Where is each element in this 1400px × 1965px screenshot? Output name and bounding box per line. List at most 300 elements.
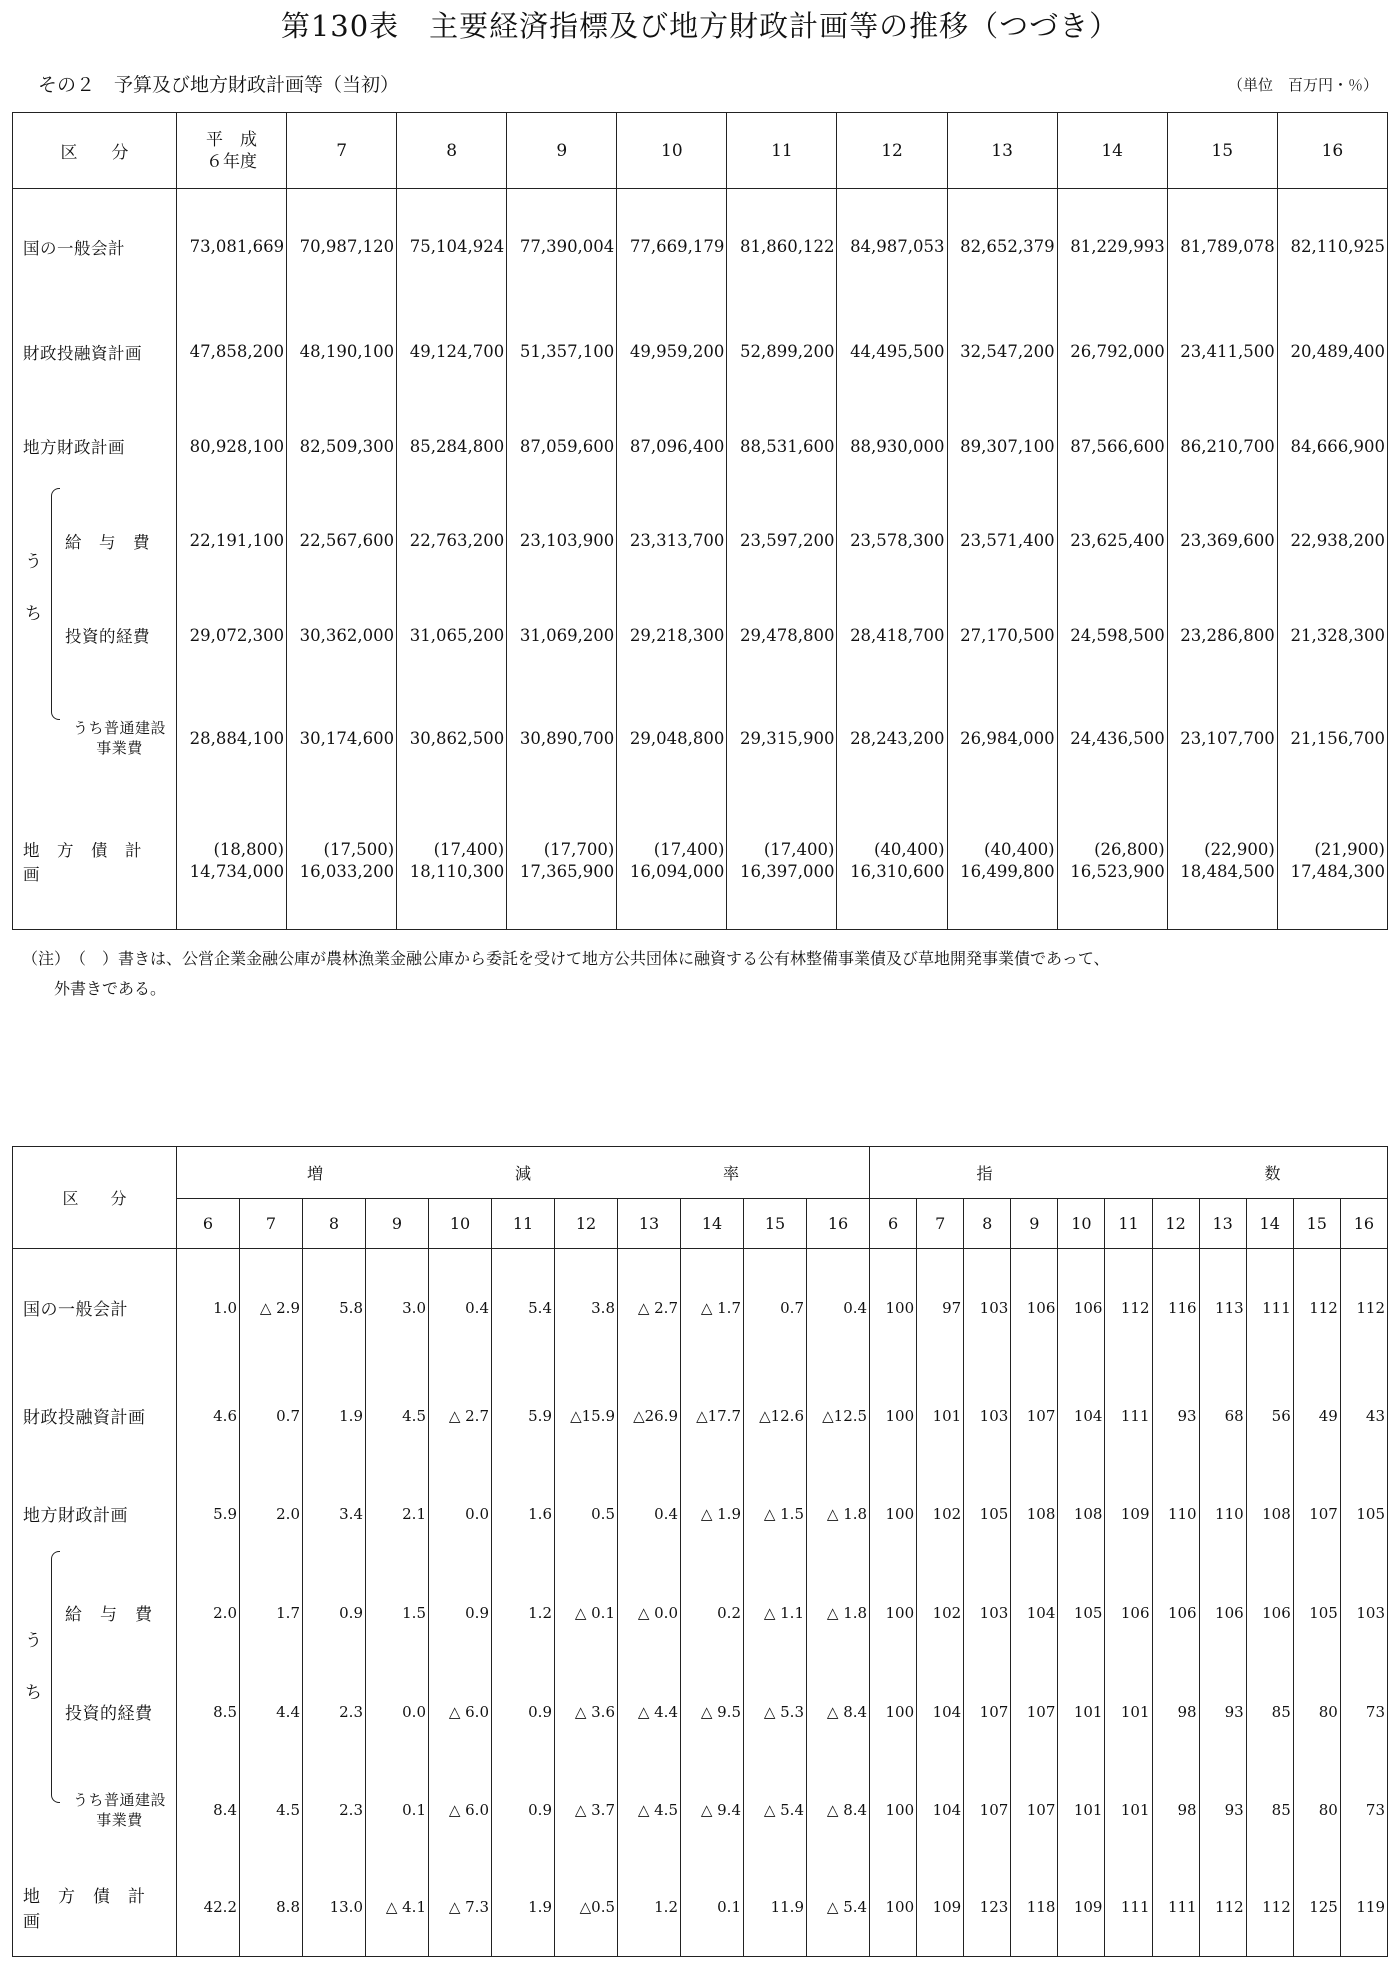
index-cell: 112 xyxy=(1246,1859,1293,1957)
main-value: 18,484,500 xyxy=(1180,862,1275,882)
value-cell: 32,547,200 xyxy=(947,305,1057,399)
rate-cell: 13.0 xyxy=(303,1859,366,1957)
value-cell xyxy=(397,794,507,930)
value-cell xyxy=(617,794,727,930)
index-cell: 103 xyxy=(964,1367,1011,1465)
index-cell: 100 xyxy=(870,1761,917,1859)
year-header: 13 xyxy=(947,113,1057,189)
main-value: 16,094,000 xyxy=(629,862,725,882)
rate-group-header: 増 減 率 xyxy=(177,1147,870,1199)
index-year-header: 15 xyxy=(1293,1199,1340,1249)
row-label-text: 給 与 費 xyxy=(65,1605,153,1625)
value-cell: 23,313,700 xyxy=(617,494,727,588)
index-cell: 108 xyxy=(1246,1465,1293,1563)
main-value: 17,365,900 xyxy=(519,862,615,882)
index-year-header: 9 xyxy=(1011,1199,1058,1249)
index-cell: 104 xyxy=(1011,1563,1058,1663)
value-cell: 44,495,500 xyxy=(837,305,947,399)
rate-year-header: 7 xyxy=(240,1199,303,1249)
rate-cell: △ 4.1 xyxy=(366,1859,429,1957)
index-cell: 111 xyxy=(1105,1367,1152,1465)
main-value: 16,033,200 xyxy=(299,862,395,882)
value-cell: 23,286,800 xyxy=(1167,588,1277,682)
index-cell: 100 xyxy=(870,1663,917,1761)
index-cell: 110 xyxy=(1152,1465,1199,1563)
table-row xyxy=(13,1663,1388,1761)
table1-header-row xyxy=(13,113,1388,189)
rate-cell: △ 2.7 xyxy=(618,1249,681,1367)
paren-value: (40,400) xyxy=(984,840,1055,860)
value-cell: 51,357,100 xyxy=(507,305,617,399)
rate-year-header: 8 xyxy=(303,1199,366,1249)
rate-cell: 2.3 xyxy=(303,1663,366,1761)
rate-cell: 11.9 xyxy=(744,1859,807,1957)
rate-cell: 0.4 xyxy=(429,1249,492,1367)
value-cell: 30,890,700 xyxy=(507,682,617,793)
index-cell: 107 xyxy=(1011,1761,1058,1859)
value-cell: 30,362,000 xyxy=(287,588,397,682)
rate-year-header: 15 xyxy=(744,1199,807,1249)
index-cell: 101 xyxy=(1105,1761,1152,1859)
index-cell: 109 xyxy=(1105,1465,1152,1563)
index-cell: 103 xyxy=(964,1563,1011,1663)
value-cell: 28,243,200 xyxy=(837,682,947,793)
year-header: 7 xyxy=(287,113,397,189)
value-cell: 28,884,100 xyxy=(177,682,287,793)
rate-cell: 0.5 xyxy=(555,1465,618,1563)
uchi-label: う ち xyxy=(25,551,43,624)
rate-cell: 1.9 xyxy=(492,1859,555,1957)
value-cell: 20,489,400 xyxy=(1277,305,1387,399)
index-cell: 98 xyxy=(1152,1761,1199,1859)
rate-cell: 1.9 xyxy=(303,1367,366,1465)
rate-year-header: 16 xyxy=(807,1199,870,1249)
rate-cell: 1.5 xyxy=(366,1563,429,1663)
index-cell: 103 xyxy=(964,1249,1011,1367)
value-cell xyxy=(507,794,617,930)
paren-value: (26,800) xyxy=(1094,840,1165,860)
rate-year-header: 9 xyxy=(366,1199,429,1249)
rate-cell: 3.0 xyxy=(366,1249,429,1367)
value-cell: 84,987,053 xyxy=(837,189,947,305)
index-cell: 108 xyxy=(1058,1465,1105,1563)
index-cell: 112 xyxy=(1293,1249,1340,1367)
rate-cell: △ 1.1 xyxy=(744,1563,807,1663)
index-cell: 107 xyxy=(964,1663,1011,1761)
table-row xyxy=(13,1761,1388,1859)
year-header: 16 xyxy=(1277,113,1387,189)
rate-cell: 2.1 xyxy=(366,1465,429,1563)
paren-value: (17,500) xyxy=(323,840,395,860)
paren-value: (17,400) xyxy=(763,840,835,860)
index-cell: 85 xyxy=(1246,1663,1293,1761)
table-row xyxy=(13,588,1388,682)
year-header: 10 xyxy=(617,113,727,189)
rate-cell: △ 8.4 xyxy=(807,1663,870,1761)
rate-cell: 8.4 xyxy=(177,1761,240,1859)
index-year-header: 11 xyxy=(1105,1199,1152,1249)
rate-cell: 8.5 xyxy=(177,1663,240,1761)
rate-cell: 0.7 xyxy=(744,1249,807,1367)
index-cell: 104 xyxy=(917,1761,964,1859)
index-cell: 102 xyxy=(917,1465,964,1563)
table-row xyxy=(13,305,1388,399)
rate-cell: 42.2 xyxy=(177,1859,240,1957)
rate-cell: △ 9.5 xyxy=(681,1663,744,1761)
value-cell: 84,666,900 xyxy=(1277,399,1387,493)
value-cell: 23,369,600 xyxy=(1167,494,1277,588)
value-cell: 23,411,500 xyxy=(1167,305,1277,399)
rate-cell: 4.6 xyxy=(177,1367,240,1465)
index-cell: 112 xyxy=(1105,1249,1152,1367)
value-cell: 26,792,000 xyxy=(1057,305,1167,399)
value-cell: 30,862,500 xyxy=(397,682,507,793)
index-cell: 100 xyxy=(870,1563,917,1663)
year-header: 8 xyxy=(397,113,507,189)
index-cell: 49 xyxy=(1293,1367,1340,1465)
index-cell: 110 xyxy=(1199,1465,1246,1563)
index-cell: 104 xyxy=(1058,1367,1105,1465)
rate-cell: △15.9 xyxy=(555,1367,618,1465)
index-cell: 112 xyxy=(1340,1249,1387,1367)
index-year-header: 13 xyxy=(1199,1199,1246,1249)
value-cell: 70,987,120 xyxy=(287,189,397,305)
main-value: 16,523,900 xyxy=(1070,862,1165,882)
rate-year-header: 14 xyxy=(681,1199,744,1249)
rate-cell: △ 6.0 xyxy=(429,1663,492,1761)
value-cell: 89,307,100 xyxy=(947,399,1057,493)
value-cell: 29,048,800 xyxy=(617,682,727,793)
table-row xyxy=(13,494,1388,588)
value-cell: 88,930,000 xyxy=(837,399,947,493)
row-label: 財政投融資計画 xyxy=(13,1367,177,1465)
budget-table xyxy=(12,112,1388,930)
year-header: 11 xyxy=(727,113,837,189)
rate-year-header: 10 xyxy=(429,1199,492,1249)
index-cell: 101 xyxy=(1105,1663,1152,1761)
rate-cell: 0.2 xyxy=(681,1563,744,1663)
row-label: 地 方 債 計 画 xyxy=(13,794,177,930)
index-cell: 101 xyxy=(1058,1663,1105,1761)
value-cell xyxy=(837,794,947,930)
index-cell: 116 xyxy=(1152,1249,1199,1367)
rate-cell: △ 1.8 xyxy=(807,1563,870,1663)
value-cell: 52,899,200 xyxy=(727,305,837,399)
rate-cell: 4.5 xyxy=(366,1367,429,1465)
value-cell xyxy=(1277,794,1387,930)
rate-cell: 0.1 xyxy=(681,1859,744,1957)
index-cell: 105 xyxy=(1340,1465,1387,1563)
value-cell: 49,124,700 xyxy=(397,305,507,399)
table-row xyxy=(13,1249,1388,1367)
rate-cell: △ 1.5 xyxy=(744,1465,807,1563)
rate-cell: △ 2.9 xyxy=(240,1249,303,1367)
rate-cell: △ 2.7 xyxy=(429,1367,492,1465)
value-cell: 23,625,400 xyxy=(1057,494,1167,588)
value-cell xyxy=(947,794,1057,930)
value-cell: 26,984,000 xyxy=(947,682,1057,793)
rate-cell: 2.3 xyxy=(303,1761,366,1859)
index-cell: 107 xyxy=(1011,1663,1058,1761)
table-row xyxy=(13,1859,1388,1957)
value-cell: 81,860,122 xyxy=(727,189,837,305)
row-label: 投資的経費 xyxy=(13,588,177,682)
rate-cell: 5.4 xyxy=(492,1249,555,1367)
value-cell: 81,789,078 xyxy=(1167,189,1277,305)
rate-index-table xyxy=(12,1146,1388,1957)
rate-cell: 0.0 xyxy=(366,1663,429,1761)
row-label: 財政投融資計画 xyxy=(13,305,177,399)
value-cell: 21,328,300 xyxy=(1277,588,1387,682)
table-row xyxy=(13,399,1388,493)
index-cell: 101 xyxy=(917,1367,964,1465)
index-cell: 73 xyxy=(1340,1761,1387,1859)
index-cell: 107 xyxy=(1011,1367,1058,1465)
rate-cell: 0.9 xyxy=(492,1663,555,1761)
index-cell: 93 xyxy=(1152,1367,1199,1465)
value-cell: 23,571,400 xyxy=(947,494,1057,588)
unit-label: （単位 百万円・％） xyxy=(1227,76,1378,94)
index-cell: 100 xyxy=(870,1367,917,1465)
value-cell: 23,103,900 xyxy=(507,494,617,588)
rate-cell: 0.4 xyxy=(618,1465,681,1563)
index-cell: 111 xyxy=(1246,1249,1293,1367)
index-cell: 85 xyxy=(1246,1761,1293,1859)
rate-cell: 3.4 xyxy=(303,1465,366,1563)
main-value: 18,110,300 xyxy=(409,862,505,882)
value-cell xyxy=(1167,794,1277,930)
value-cell xyxy=(1057,794,1167,930)
value-cell: 31,069,200 xyxy=(507,588,617,682)
row-label: うち普通建設 事業費 xyxy=(13,1761,177,1859)
rate-cell: 4.4 xyxy=(240,1663,303,1761)
index-cell: 106 xyxy=(1058,1249,1105,1367)
paren-value: (40,400) xyxy=(873,840,945,860)
value-cell: 87,566,600 xyxy=(1057,399,1167,493)
value-cell: 27,170,500 xyxy=(947,588,1057,682)
rate-year-header: 13 xyxy=(618,1199,681,1249)
paren-value: (17,400) xyxy=(433,840,505,860)
rate-cell: 1.2 xyxy=(492,1563,555,1663)
rate-cell: △ 0.1 xyxy=(555,1563,618,1663)
value-cell: 22,938,200 xyxy=(1277,494,1387,588)
rate-cell: 5.8 xyxy=(303,1249,366,1367)
index-cell: 119 xyxy=(1340,1859,1387,1957)
value-cell: 87,059,600 xyxy=(507,399,617,493)
value-cell: 22,763,200 xyxy=(397,494,507,588)
value-cell: 80,928,100 xyxy=(177,399,287,493)
table2-header-label: 区 分 xyxy=(13,1147,177,1249)
year-header: 平 成 ６年度 xyxy=(177,113,287,189)
rate-cell: 4.5 xyxy=(240,1761,303,1859)
rate-cell: 0.0 xyxy=(429,1465,492,1563)
table-row xyxy=(13,794,1388,930)
index-cell: 109 xyxy=(1058,1859,1105,1957)
table-row xyxy=(13,682,1388,793)
rate-cell: 5.9 xyxy=(492,1367,555,1465)
index-cell: 97 xyxy=(917,1249,964,1367)
rate-cell: △ 3.7 xyxy=(555,1761,618,1859)
index-cell: 109 xyxy=(917,1859,964,1957)
index-cell: 108 xyxy=(1011,1465,1058,1563)
rate-cell: 1.7 xyxy=(240,1563,303,1663)
paren-value: (17,400) xyxy=(653,840,725,860)
value-cell: 87,096,400 xyxy=(617,399,727,493)
value-cell: 85,284,800 xyxy=(397,399,507,493)
index-cell: 100 xyxy=(870,1249,917,1367)
table2-group-header-row xyxy=(13,1147,1388,1199)
rate-cell: △ 5.3 xyxy=(744,1663,807,1761)
index-cell: 105 xyxy=(1058,1563,1105,1663)
row-label: うち普通建設 事業費 xyxy=(13,682,177,793)
row-label-text: 給 与 費 xyxy=(65,532,150,552)
paren-value: (21,900) xyxy=(1314,840,1385,860)
value-cell: 82,652,379 xyxy=(947,189,1057,305)
row-label xyxy=(13,494,177,624)
index-cell: 56 xyxy=(1246,1367,1293,1465)
row-label: 地方財政計画 xyxy=(13,399,177,493)
index-cell: 43 xyxy=(1340,1367,1387,1465)
index-year-header: 14 xyxy=(1246,1199,1293,1249)
rate-cell: 1.2 xyxy=(618,1859,681,1957)
rate-cell: 0.9 xyxy=(303,1563,366,1663)
rate-cell: △17.7 xyxy=(681,1367,744,1465)
value-cell xyxy=(177,794,287,930)
value-cell: 22,191,100 xyxy=(177,494,287,588)
index-cell: 80 xyxy=(1293,1761,1340,1859)
rate-cell: △ 3.6 xyxy=(555,1663,618,1761)
rate-cell: △ 4.4 xyxy=(618,1663,681,1761)
value-cell: 21,156,700 xyxy=(1277,682,1387,793)
rate-cell: 2.0 xyxy=(177,1563,240,1663)
rate-cell: △ 5.4 xyxy=(744,1761,807,1859)
main-value: 14,734,000 xyxy=(189,862,285,882)
paren-value: (17,700) xyxy=(543,840,615,860)
value-cell: 23,107,700 xyxy=(1167,682,1277,793)
table-row xyxy=(13,1563,1388,1663)
rate-cell: 3.8 xyxy=(555,1249,618,1367)
rate-cell: 1.6 xyxy=(492,1465,555,1563)
index-cell: 118 xyxy=(1011,1859,1058,1957)
rate-cell: △ 1.9 xyxy=(681,1465,744,1563)
value-cell: 23,578,300 xyxy=(837,494,947,588)
footnote: （注） （ ）書きは、公営企業金融公庫が農林漁業金融公庫から委託を受けて地方公共団体に融資する公有林整備事業債及び草地開発事業債であって、 外書きである。 xyxy=(22,949,1110,998)
main-value: 17,484,300 xyxy=(1290,862,1385,882)
index-cell: 93 xyxy=(1199,1761,1246,1859)
section-subtitle: その２ 予算及び地方財政計画等（当初） xyxy=(38,74,400,96)
rate-cell: △12.6 xyxy=(744,1367,807,1465)
paren-value: (22,900) xyxy=(1204,840,1275,860)
row-label: 地方財政計画 xyxy=(13,1465,177,1563)
bracket xyxy=(51,1551,60,1803)
uchi-label: う ち xyxy=(25,1630,43,1703)
index-year-header: 6 xyxy=(870,1199,917,1249)
rate-cell: △ 9.4 xyxy=(681,1761,744,1859)
value-cell: 88,531,600 xyxy=(727,399,837,493)
index-year-header: 12 xyxy=(1152,1199,1199,1249)
rate-cell: △0.5 xyxy=(555,1859,618,1957)
value-cell: 29,478,800 xyxy=(727,588,837,682)
paren-value: (18,800) xyxy=(213,840,285,860)
index-cell: 100 xyxy=(870,1859,917,1957)
rate-cell: △ 5.4 xyxy=(807,1859,870,1957)
index-cell: 68 xyxy=(1199,1367,1246,1465)
value-cell: 48,190,100 xyxy=(287,305,397,399)
value-cell: 77,390,004 xyxy=(507,189,617,305)
rate-cell: 2.0 xyxy=(240,1465,303,1563)
value-cell: 49,959,200 xyxy=(617,305,727,399)
rate-cell: △26.9 xyxy=(618,1367,681,1465)
rate-cell: 1.0 xyxy=(177,1249,240,1367)
rate-cell: △ 8.4 xyxy=(807,1761,870,1859)
rate-cell: 0.1 xyxy=(366,1761,429,1859)
row-label: 国の一般会計 xyxy=(13,1249,177,1367)
rate-cell: 8.8 xyxy=(240,1859,303,1957)
rate-cell: △ 1.7 xyxy=(681,1249,744,1367)
row-label: 国の一般会計 xyxy=(13,189,177,305)
index-year-header: 16 xyxy=(1340,1199,1387,1249)
rate-cell: △ 4.5 xyxy=(618,1761,681,1859)
index-cell: 73 xyxy=(1340,1663,1387,1761)
rate-cell: 0.9 xyxy=(492,1761,555,1859)
table-row xyxy=(13,1367,1388,1465)
index-cell: 104 xyxy=(917,1663,964,1761)
value-cell: 82,509,300 xyxy=(287,399,397,493)
value-cell: 29,218,300 xyxy=(617,588,727,682)
index-cell: 125 xyxy=(1293,1859,1340,1957)
index-cell: 103 xyxy=(1340,1563,1387,1663)
index-cell: 106 xyxy=(1152,1563,1199,1663)
index-cell: 80 xyxy=(1293,1663,1340,1761)
table2-year-row xyxy=(13,1199,1388,1249)
table-row xyxy=(13,189,1388,305)
value-cell: 29,072,300 xyxy=(177,588,287,682)
rate-cell: 0.7 xyxy=(240,1367,303,1465)
value-cell: 77,669,179 xyxy=(617,189,727,305)
year-header: 14 xyxy=(1057,113,1167,189)
table-row xyxy=(13,1465,1388,1563)
index-cell: 113 xyxy=(1199,1249,1246,1367)
year-header: 9 xyxy=(507,113,617,189)
index-cell: 100 xyxy=(870,1465,917,1563)
rate-cell: △12.5 xyxy=(807,1367,870,1465)
value-cell: 24,598,500 xyxy=(1057,588,1167,682)
rate-cell: 0.4 xyxy=(807,1249,870,1367)
bracket xyxy=(51,488,60,720)
row-label xyxy=(13,1563,177,1703)
value-cell: 81,229,993 xyxy=(1057,189,1167,305)
rate-year-header: 12 xyxy=(555,1199,618,1249)
index-cell: 102 xyxy=(917,1563,964,1663)
year-header: 12 xyxy=(837,113,947,189)
table1-header-label: 区 分 xyxy=(13,113,177,189)
index-cell: 107 xyxy=(1293,1465,1340,1563)
rate-cell: △ 7.3 xyxy=(429,1859,492,1957)
index-cell: 111 xyxy=(1105,1859,1152,1957)
index-cell: 93 xyxy=(1199,1663,1246,1761)
value-cell: 29,315,900 xyxy=(727,682,837,793)
value-cell xyxy=(287,794,397,930)
row-label: 投資的経費 xyxy=(13,1663,177,1761)
index-cell: 106 xyxy=(1199,1563,1246,1663)
value-cell: 73,081,669 xyxy=(177,189,287,305)
value-cell: 24,436,500 xyxy=(1057,682,1167,793)
value-cell: 28,418,700 xyxy=(837,588,947,682)
value-cell: 30,174,600 xyxy=(287,682,397,793)
index-cell: 101 xyxy=(1058,1761,1105,1859)
rate-year-header: 11 xyxy=(492,1199,555,1249)
index-group-header: 指 数 xyxy=(870,1147,1388,1199)
